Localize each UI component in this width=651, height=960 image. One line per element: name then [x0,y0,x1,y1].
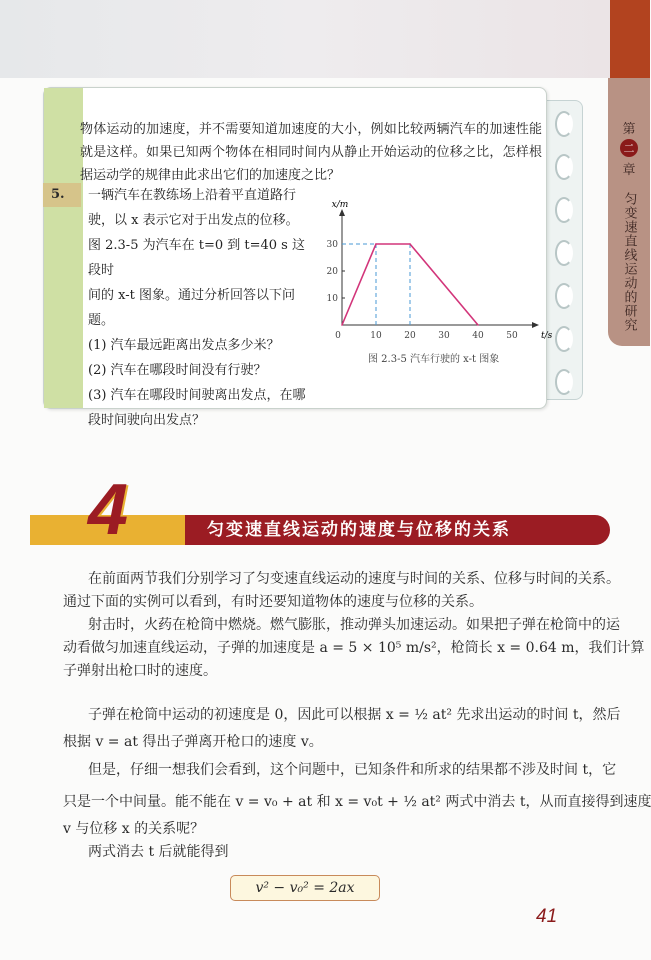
data-point [409,243,411,245]
section-title: 匀变速直线运动的速度与位移的关系 [185,515,610,545]
figure-caption: 图 2.3-5 汽车行驶的 x-t 图象 [368,354,500,365]
box-green-band [44,88,83,408]
ring-icon [555,369,573,395]
text-line: 间的 x-t 图象。通过分析回答以下问 [88,288,295,303]
text-line: (2) 汽车在哪段时间没有行驶？ [88,363,267,378]
x-axis-arrow [532,322,539,328]
key-formula: v² − v₀² = 2ax [230,875,380,901]
chapter-title: 匀变速直线运动的研究 [621,192,637,332]
text-line: 通过下面的实例可以看到，有时还要知道物体的速度与位移的关系。 [63,594,483,610]
binder-tab [547,100,583,400]
x-tick-label: 30 [438,331,450,341]
y-tick-label: 10 [326,294,338,304]
text-line: 就是这样。如果已知两个物体在相同时间内从静止开始运动的位移之比，怎样根 [80,145,542,160]
y-axis-arrow [339,209,345,216]
text-line: (1) 汽车最远距离出发点多少米？ [88,338,280,353]
body-text [63,568,651,864]
ring-icon [555,240,573,266]
text-line: 但是，仔细一想我们会看到，这个问题中，已知条件和所求的结果都不涉及时间 t，它 [88,762,617,778]
text-line: 据运动学的规律由此求出它们的加速度之比？ [80,168,341,183]
x-tick-label: 50 [506,331,518,341]
text-line: v 与位移 x 的关系呢？ [63,821,205,837]
xt-chart [315,200,553,350]
data-point [341,324,343,326]
section-number: 4 [88,470,129,550]
text-line: 子弹射出枪口时的速度。 [63,663,217,679]
x-tick-label: 40 [472,331,484,341]
ring-icon [555,197,573,223]
exercise-intro [80,118,542,187]
page-number: 41 [536,906,558,927]
y-axis-label: x/m [331,200,349,210]
chapter-number-badge: 二 [620,139,638,157]
x-tick-label: 20 [404,331,416,341]
x-tick-label: 0 [335,331,341,341]
text-line: 射击时，火药在枪筒中燃烧。燃气膨胀，推动弹头加速运动。如果把子弹在枪筒中的运 [88,617,620,633]
ring-icon [555,326,573,352]
chapter-prefix: 第 [622,122,636,137]
question-5 [88,183,313,433]
text-line: 题。 [88,313,115,328]
text-line: 物体运动的加速度，并不需要知道加速度的大小，例如比较两辆汽车的加速性能 [80,122,542,137]
text-line: 子弹在枪筒中运动的初速度是 0，因此可以根据 x = ½ at² 先求出运动的时间 t，然后 [88,707,621,723]
y-tick-label: 30 [326,240,338,250]
ring-icon [555,111,573,137]
text-line: 两式消去 t 后就能得到 [88,844,229,860]
text-line: 一辆汽车在教练场上沿着平直道路行 [88,188,297,203]
x-tick-label: 10 [370,331,382,341]
x-axis-label: t/s [541,331,553,341]
series-line [342,244,478,325]
chapter-suffix: 章 [622,163,636,178]
text-line: 段时间驶向出发点？ [88,413,206,428]
text-line: (3) 汽车在哪段时间驶离出发点，在哪 [88,388,306,403]
ring-icon [555,154,573,180]
text-line: 只是一个中间量。能不能在 v = v₀ + at 和 x = v₀t + ½ at² 两式中消去 t，从而直接得到速度 [63,794,651,810]
text-line: 驶，以 x 表示它对于出发点的位移。 [88,213,299,228]
chapter-tab [608,78,650,346]
data-point [375,243,377,245]
ring-icon [555,283,573,309]
text-line: 在前面两节我们分别学习了匀变速直线运动的速度与时间的关系、位移与时间的关系。 [88,571,620,587]
y-tick-label: 20 [326,267,338,277]
text-line: 根据 v = at 得出子弹离开枪口的速度 v。 [63,734,323,750]
question-number: 5. [43,183,81,207]
text-line: 图 2.3-5 为汽车在 t=0 到 t=40 s 这段时 [88,238,305,278]
top-margin [0,0,610,78]
data-point [477,324,479,326]
text-line: 动看做匀加速直线运动，子弹的加速度是 a = 5 × 10⁵ m/s²，枪筒长 x = 0.64 m，我们计算 [63,640,645,656]
chapter-color-strip [610,0,650,78]
